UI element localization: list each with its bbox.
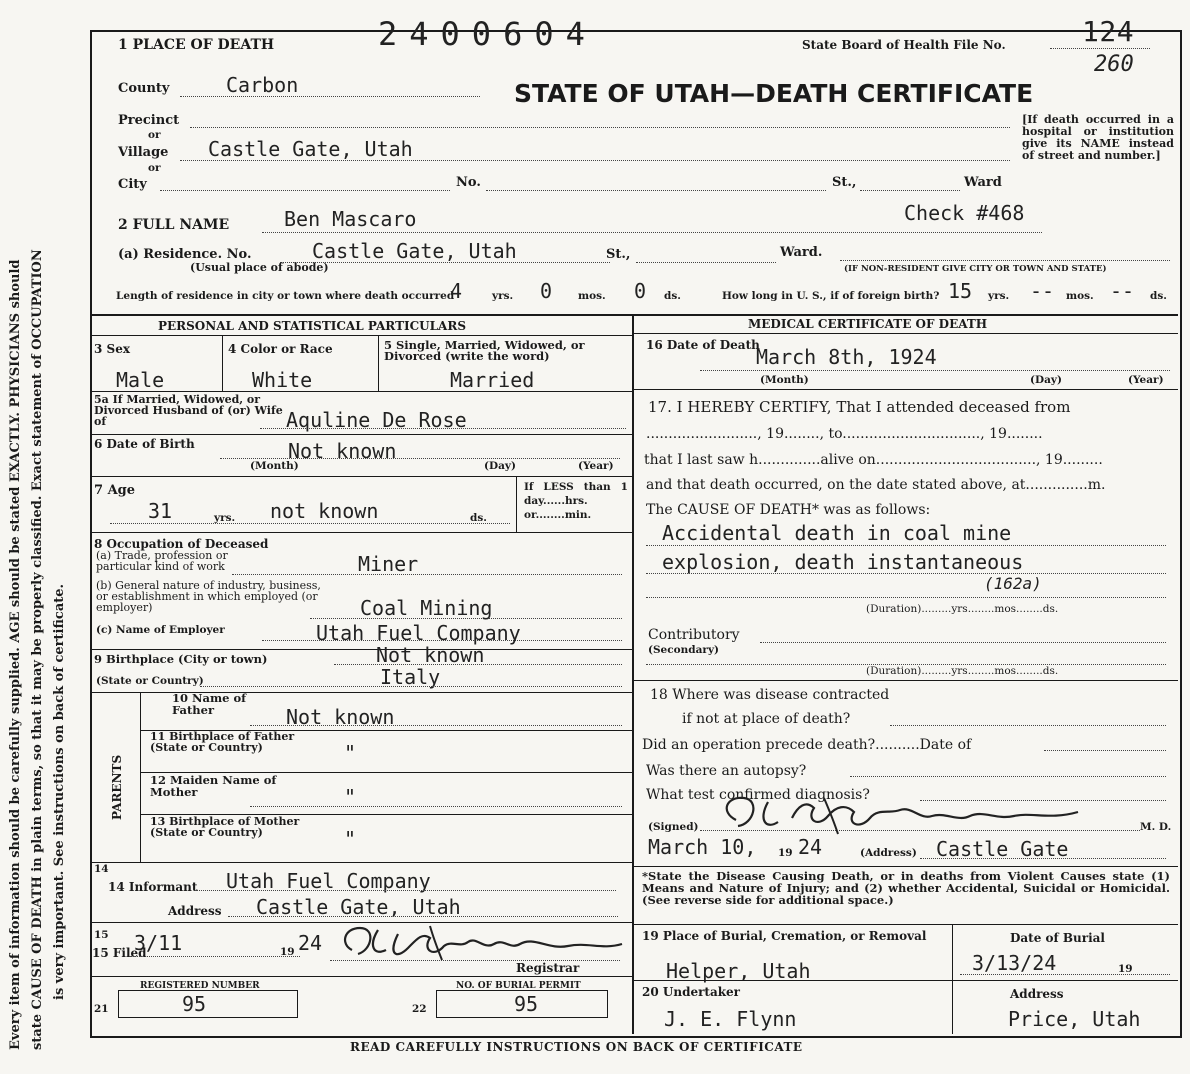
autopsy-line	[850, 776, 1166, 777]
signed-year-value: 24	[798, 835, 823, 859]
undertaker-label: 20 Undertaker	[642, 985, 741, 999]
color-divider	[378, 335, 379, 391]
contributory-label: Contributory	[648, 627, 740, 643]
burial-permit-label: NO. OF BURIAL PERMIT	[456, 981, 581, 991]
residence-label: (a) Residence. No.	[118, 247, 252, 262]
burial-date-line	[960, 974, 1170, 975]
reg-no-value: 95	[182, 992, 207, 1016]
nonresident-note: (IF NON-RESIDENT GIVE CITY OR TOWN AND STATE)	[844, 264, 1107, 274]
father-label: 10 Name of Father	[172, 691, 247, 717]
footer-instructions: READ CAREFULLY INSTRUCTIONS ON BACK OF CERTIFICATE	[350, 1040, 803, 1054]
sex-divider	[222, 335, 223, 391]
filed-label: 15 Filed	[92, 946, 147, 960]
residence-value: Castle Gate, Utah	[312, 239, 517, 263]
residence-ward-label: Ward.	[780, 245, 823, 260]
medical-heading: MEDICAL CERTIFICATE OF DEATH	[748, 317, 988, 331]
certify-line-2: ........................., 19........, to..............................., 19........	[646, 426, 1043, 442]
side-instruction-line-1: Every item of information should be carefully supplied. AGE should be stated EXACTLY. PHYSICIANS should	[8, 259, 23, 1050]
signed-label: (Signed)	[648, 821, 699, 833]
trade-line	[232, 574, 622, 575]
burial-date-suffix: 19	[1118, 963, 1133, 975]
age-ds-label: ds.	[470, 512, 487, 524]
father-birth-label: 11 Birthplace of Father (State or Country)	[150, 730, 295, 754]
full-name-line	[262, 232, 1042, 233]
city-label: City	[118, 177, 147, 192]
burial-divider	[952, 924, 953, 1034]
q18b-line	[890, 725, 1166, 726]
burial-date-label: Date of Burial	[1010, 931, 1105, 945]
death-year-label: (Year)	[1128, 374, 1164, 386]
precinct-line	[190, 127, 1010, 128]
no-line	[486, 190, 826, 191]
informant-address-value: Castle Gate, Utah	[256, 895, 461, 919]
informant-address-line	[228, 916, 618, 917]
county-line	[180, 96, 480, 97]
st-label: St.,	[832, 175, 857, 190]
us-yrs-value: 15	[948, 279, 973, 303]
contributory-line	[760, 642, 1166, 643]
cause-line-2: explosion, death instantaneous	[662, 550, 1024, 574]
place-of-death-label: 1 PLACE OF DEATH	[118, 37, 275, 53]
village-label: Village	[118, 145, 169, 160]
check-number: Check #468	[904, 201, 1025, 225]
mother-line	[250, 806, 622, 807]
us-ds-value: --	[1110, 279, 1135, 303]
violent-causes-note: *State the Disease Causing Death, or in deaths from Violent Causes state (1) Means and Nature of Injury; and (2) whether Accidental, Suicidal or Homicidal. (See reverse side for additional space.)	[642, 869, 1170, 907]
certify-line-3: that I last saw h..............alive on...................................., 19.........	[644, 452, 1103, 468]
cause-line-3-rule	[646, 597, 1166, 598]
death-month-label: (Month)	[760, 374, 809, 386]
mother-label: 12 Maiden Name of Mother	[150, 773, 277, 799]
birthplace-line	[334, 664, 622, 665]
dob-value: Not known	[288, 439, 397, 463]
st-line	[860, 190, 960, 191]
mother-birth-value: "	[344, 827, 357, 851]
informant-label: 14 Informant	[108, 880, 198, 894]
father-line	[250, 725, 622, 726]
row-rule-4	[90, 532, 632, 533]
precinct-label: Precinct	[118, 113, 180, 128]
industry-value: Coal Mining	[360, 596, 493, 620]
marital-value: Married	[450, 368, 535, 392]
right-rule-1	[632, 389, 1178, 390]
father-value: Not known	[286, 705, 395, 729]
us-mos-value: --	[1030, 279, 1055, 303]
city-line	[160, 190, 450, 191]
filed-number: 15	[94, 929, 109, 941]
undertaker-address-label: Address	[1010, 987, 1064, 1001]
registrar-line	[330, 960, 620, 961]
or-label-1: or	[148, 129, 161, 141]
row-rule-10	[90, 862, 632, 863]
autopsy-label: Was there an autopsy?	[646, 763, 807, 779]
trade-value: Miner	[358, 552, 419, 576]
personal-heading-rule	[90, 335, 632, 336]
section-divider	[90, 314, 1178, 316]
industry-label: (b) General nature of industry, business, or establishment in which employed (or employer)	[96, 579, 321, 614]
age-yrs-label: yrs.	[214, 512, 236, 524]
duration-label-1: (Duration).........yrs........mos........ds.	[866, 603, 1059, 615]
dob-label: 6 Date of Birth	[94, 437, 195, 451]
secondary-label: (Secondary)	[648, 644, 720, 656]
operation-label: Did an operation precede death?..........Date of	[642, 737, 972, 753]
us-ds-label: ds.	[1150, 290, 1167, 302]
file-no-label: State Board of Health File No.	[802, 38, 1006, 52]
dob-year-label: (Year)	[578, 460, 614, 472]
reg-no-box	[118, 990, 298, 1018]
ward-label: Ward	[964, 175, 1002, 190]
employer-label: (c) Name of Employer	[96, 624, 225, 636]
filed-year-value: 24	[298, 931, 323, 955]
file-no: 124	[1082, 15, 1135, 48]
length-ds-value: 0	[634, 279, 647, 303]
age-yrs-value: 31	[148, 499, 173, 523]
informant-line	[196, 890, 616, 891]
file-no-line	[1050, 48, 1150, 49]
filed-date-value: 3/11	[134, 931, 183, 955]
filed-line	[130, 956, 300, 957]
personal-heading: PERSONAL AND STATISTICAL PARTICULARS	[158, 319, 467, 333]
column-divider	[632, 314, 634, 1034]
length-mos-label: mos.	[578, 290, 606, 302]
medical-heading-rule	[632, 333, 1178, 334]
color-label: 4 Color or Race	[228, 342, 333, 356]
informant-number: 14	[94, 863, 109, 875]
county-value: Carbon	[226, 73, 299, 97]
signed-address-label: (Address)	[860, 847, 917, 859]
us-yrs-label: yrs.	[988, 290, 1010, 302]
burial-permit-value: 95	[514, 992, 539, 1016]
duration-label-2: (Duration).........yrs........mos........ds.	[866, 665, 1059, 677]
dob-month-label: (Month)	[250, 460, 299, 472]
q18-label: 18 Where was disease contracted	[650, 687, 890, 703]
signed-line	[700, 830, 1140, 831]
residence-st-line	[636, 262, 776, 263]
registrar-signature	[338, 920, 628, 970]
dob-line	[220, 458, 620, 459]
full-name-label: 2 FULL NAME	[118, 217, 230, 233]
us-residence-label: How long in U. S., if of foreign birth?	[722, 290, 940, 302]
or-label-2: or	[148, 162, 161, 174]
spouse-label: 5a If Married, Widowed, or Divorced Husband of (or) Wife of	[94, 393, 283, 428]
certify-line-1: 17. I HEREBY CERTIFY, That I attended deceased from	[648, 398, 1071, 416]
operation-line	[1044, 750, 1166, 751]
md-label: M. D.	[1140, 821, 1172, 833]
no-label: No.	[456, 175, 481, 190]
birthplace-country-value: Italy	[380, 665, 441, 689]
row-rule-1	[90, 391, 632, 392]
country-line	[200, 686, 622, 687]
sex-label: 3 Sex	[94, 342, 130, 356]
undertaker-value: J. E. Flynn	[664, 1007, 797, 1031]
less-than-label: If LESS than 1 day......hrs. or........min.	[524, 481, 628, 521]
trade-label: (a) Trade, profession or particular kind of work	[96, 549, 228, 573]
cause-code: (162a)	[984, 574, 1042, 593]
certificate-number: 2400604	[378, 15, 597, 53]
filed-year-prefix: 19	[280, 946, 295, 958]
form-title: STATE OF UTAH—DEATH CERTIFICATE	[514, 79, 1034, 108]
date-of-death-line	[700, 370, 1170, 371]
physician-signature	[714, 790, 1094, 840]
burial-place-label: 19 Place of Burial, Cremation, or Removal	[642, 929, 927, 943]
informant-value: Utah Fuel Company	[226, 869, 431, 893]
spouse-value: Aquline De Rose	[286, 408, 467, 432]
test-label: What test confirmed diagnosis?	[646, 787, 870, 803]
signed-date-value: March 10,	[648, 835, 757, 859]
age-rest-value: not known	[270, 499, 379, 523]
length-yrs-label: yrs.	[492, 290, 514, 302]
full-name-value: Ben Mascaro	[284, 207, 417, 231]
occupation-label: 8 Occupation of Deceased	[94, 537, 269, 551]
row-rule-12	[90, 976, 632, 977]
residence-ward-line	[840, 260, 1170, 261]
cause-label: The CAUSE OF DEATH* was as follows:	[646, 502, 931, 518]
registrar-label: Registrar	[516, 961, 580, 975]
row-rule-5	[90, 649, 632, 650]
informant-address-label: Address	[168, 904, 222, 918]
burial-place-value: Helper, Utah	[666, 959, 811, 983]
age-divider	[516, 476, 517, 532]
q18b-label: if not at place of death?	[682, 711, 851, 727]
certify-line-4: and that death occurred, on the date stated above, at..............m.	[646, 477, 1106, 493]
undertaker-address-value: Price, Utah	[1008, 1007, 1141, 1031]
color-value: White	[252, 368, 313, 392]
dob-day-label: (Day)	[484, 460, 516, 472]
birthplace-city-value: Not known	[376, 643, 485, 667]
state-country-label: (State or Country)	[96, 675, 204, 687]
signed-address-value: Castle Gate	[936, 837, 1069, 861]
cause-line-1-rule	[646, 545, 1166, 546]
right-rule-4	[632, 924, 1178, 925]
hospital-note: [If death occurred in a hospital or institution give its NAME instead of street and number.]	[1022, 113, 1174, 162]
right-rule-3	[632, 866, 1178, 867]
date-of-death-label: 16 Date of Death	[646, 338, 760, 352]
marital-label: 5 Single, Married, Widowed, or Divorced (write the word)	[384, 338, 585, 363]
cause-line-1: Accidental death in coal mine	[662, 521, 1012, 545]
side-instruction-line-3: is very important. See instructions on back of certificate.	[52, 583, 67, 1000]
residence-st-label: St.,	[606, 247, 631, 262]
row-rule-2	[90, 434, 632, 435]
burial-date-value: 3/13/24	[972, 951, 1057, 975]
mother-value: "	[344, 785, 357, 809]
village-value: Castle Gate, Utah	[208, 137, 413, 161]
reg-no-prefix: 21	[94, 1003, 109, 1015]
file-no-extra: 260	[1094, 52, 1134, 77]
county-label: County	[118, 81, 170, 96]
signed-address-line	[920, 858, 1166, 859]
length-residence-label: Length of residence in city or town where death occurred	[116, 290, 455, 302]
death-day-label: (Day)	[1030, 374, 1062, 386]
us-mos-label: mos.	[1066, 290, 1094, 302]
age-line	[110, 523, 510, 524]
date-of-death-value: March 8th, 1924	[756, 345, 937, 369]
right-rule-2	[632, 680, 1178, 681]
length-ds-label: ds.	[664, 290, 681, 302]
length-mos-value: 0	[540, 279, 553, 303]
burial-permit-prefix: 22	[412, 1003, 427, 1015]
parents-divider	[140, 692, 141, 862]
father-birth-value: "	[344, 741, 357, 765]
mother-birth-label: 13 Birthplace of Mother (State or Country)	[150, 815, 300, 839]
length-yrs-value: 4	[450, 279, 463, 303]
row-rule-3	[90, 476, 632, 477]
reg-no-label: REGISTERED NUMBER	[140, 981, 260, 991]
side-instruction-line-2: state CAUSE OF DEATH in plain terms, so that it may be properly classified. Exact statement of OCCUPATION	[30, 249, 45, 1050]
usual-place-label: (Usual place of abode)	[190, 261, 329, 274]
birthplace-label: 9 Birthplace (City or town)	[94, 652, 268, 666]
age-label: 7 Age	[94, 483, 136, 498]
cause-line-2-rule	[646, 573, 1166, 574]
employer-value: Utah Fuel Company	[316, 621, 521, 645]
signed-year-prefix: 19	[778, 847, 793, 859]
parents-label: PARENTS	[110, 754, 124, 820]
right-rule-5	[632, 980, 1178, 981]
sex-value: Male	[116, 368, 165, 392]
